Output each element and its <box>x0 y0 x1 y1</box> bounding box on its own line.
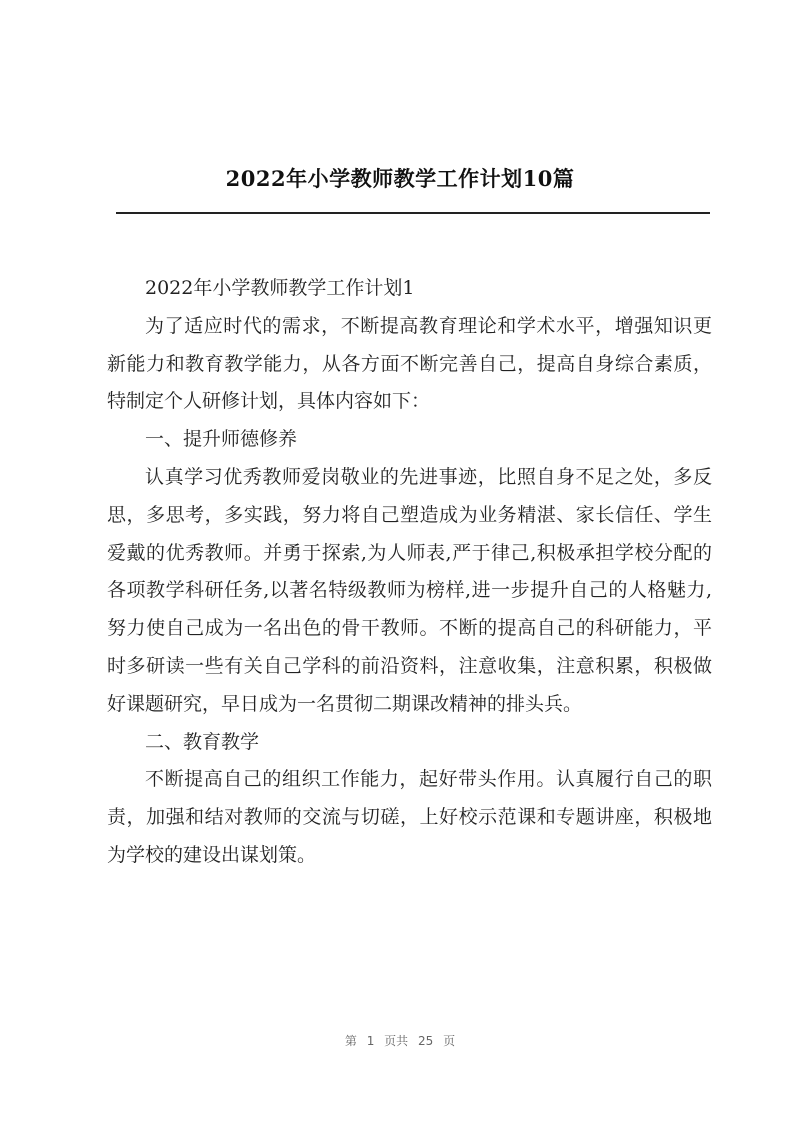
section-heading: 2022年小学教师教学工作计划1 <box>145 277 415 299</box>
page-footer <box>0 1032 800 1049</box>
footer-suffix: 页 <box>443 1034 456 1048</box>
footer-middle: 页共 <box>384 1034 409 1048</box>
document-title: 2022年小学教师教学工作计划10篇 <box>225 166 575 191</box>
paragraph: 认真学习优秀教师爱岗敬业的先进事迹，比照自身不足之处，多反思，多思考，多实践，努力将自己塑造成为业务精湛、家长信任、学生爱戴的优秀教师。并勇于探索,为人师表,严于律己,积极承担学校分配的各项教学科研任务,以著名特级教师为榜样,进一步提升自己的人格魅力,努力使自己成为一名出色的骨干教师。不断的提高自己的科研能力，平时多研读一些有关自己学科的前沿资料，注意收集，注意积累，积极做好课题研究，早日成为一名贯彻二期课改精神的排头兵。 <box>107 465 712 715</box>
footer-prefix: 第 <box>344 1034 357 1048</box>
paragraph: 为了适应时代的需求，不断提高教育理论和学术水平，增强知识更新能力和教育教学能力，从各方面不断完善自己，提高自身综合素质，特制定个人研修计划，具体内容如下： <box>107 314 712 413</box>
title-divider <box>116 212 710 214</box>
page-number: 1 <box>366 1034 375 1048</box>
section-heading: 二、教育教学 <box>145 730 260 753</box>
paragraph: 不断提高自己的组织工作能力，起好带头作用。认真履行自己的职责，加强和结对教师的交流与切磋，上好校示范课和专题讲座，积极地为学校的建设出谋划策。 <box>107 768 712 866</box>
document-body <box>107 270 712 875</box>
section-heading: 一、提升师德修养 <box>145 428 298 451</box>
total-pages: 25 <box>418 1034 434 1048</box>
